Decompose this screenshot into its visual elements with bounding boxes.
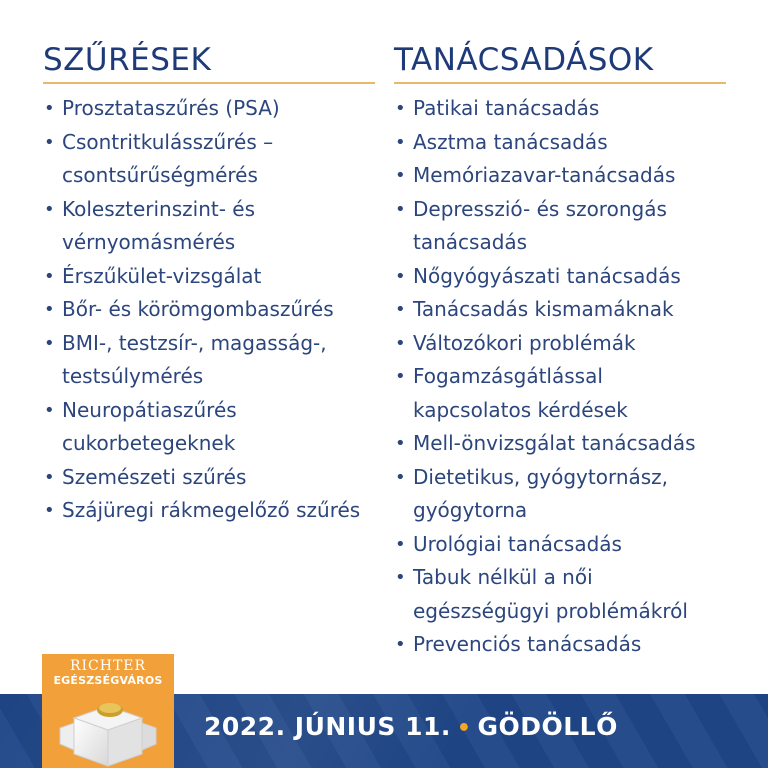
event-date-location [204,712,618,744]
list-item: • Koleszterinszint- és vérnyomásmérés [43,193,375,260]
list-item: • BMI-, testzsír-, magasság-, testsúlymérés [43,327,375,394]
logo-city: EGÉSZSÉGVÁROS [53,674,163,687]
list-item: • Érszűkület-vizsgálat [43,260,375,294]
event-date: 2022. JÚNIUS 11. [204,712,451,741]
list-item: • Tanácsadás kismamáknak [394,293,726,327]
list-item: • Változókori problémák [394,327,726,361]
list-item: • Szemészeti szűrés [43,461,375,495]
list-item: • Depresszió- és szorongás tanácsadás [394,193,726,260]
event-location: GÖDÖLLŐ [477,712,618,741]
consultations-heading: TANÁCSADÁSOK [394,36,726,84]
consultations-list [394,92,726,662]
list-item: • Prosztataszűrés (PSA) [43,92,375,126]
list-item: • Bőr- és körömgombaszűrés [43,293,375,327]
list-item: • Nőgyógyászati tanácsadás [394,260,726,294]
list-item: • Patikai tanácsadás [394,92,726,126]
list-item: • Neuropátiaszűrés cukorbetegeknek [43,394,375,461]
list-item: • Urológiai tanácsadás [394,528,726,562]
list-item: • Fogamzásgátlással kapcsolatos kérdések [394,360,726,427]
list-item: • Mell-önvizsgálat tanácsadás [394,427,726,461]
screenings-list [43,92,375,528]
separator-dot: • [456,716,472,741]
list-item: • Prevenciós tanácsadás [394,628,726,662]
puzzle-cube-icon [54,688,162,768]
logo-text [42,654,174,690]
screenings-heading: SZŰRÉSEK [43,36,375,84]
list-item: • Dietetikus, gyógytornász, gyógytorna [394,461,726,528]
richter-logo [42,654,174,768]
screenings-column [43,36,375,528]
list-item: • Tabuk nélkül a női egészségügyi problémákról [394,561,726,628]
consultations-column [394,36,726,662]
list-item: • Memóriazavar-tanácsadás [394,159,726,193]
list-item: • Szájüregi rákmegelőző szűrés [43,494,375,528]
logo-brand: RICHTER [69,658,147,674]
list-item: • Asztma tanácsadás [394,126,726,160]
list-item: • Csontritkulásszűrés – csontsűrűségmérés [43,126,375,193]
